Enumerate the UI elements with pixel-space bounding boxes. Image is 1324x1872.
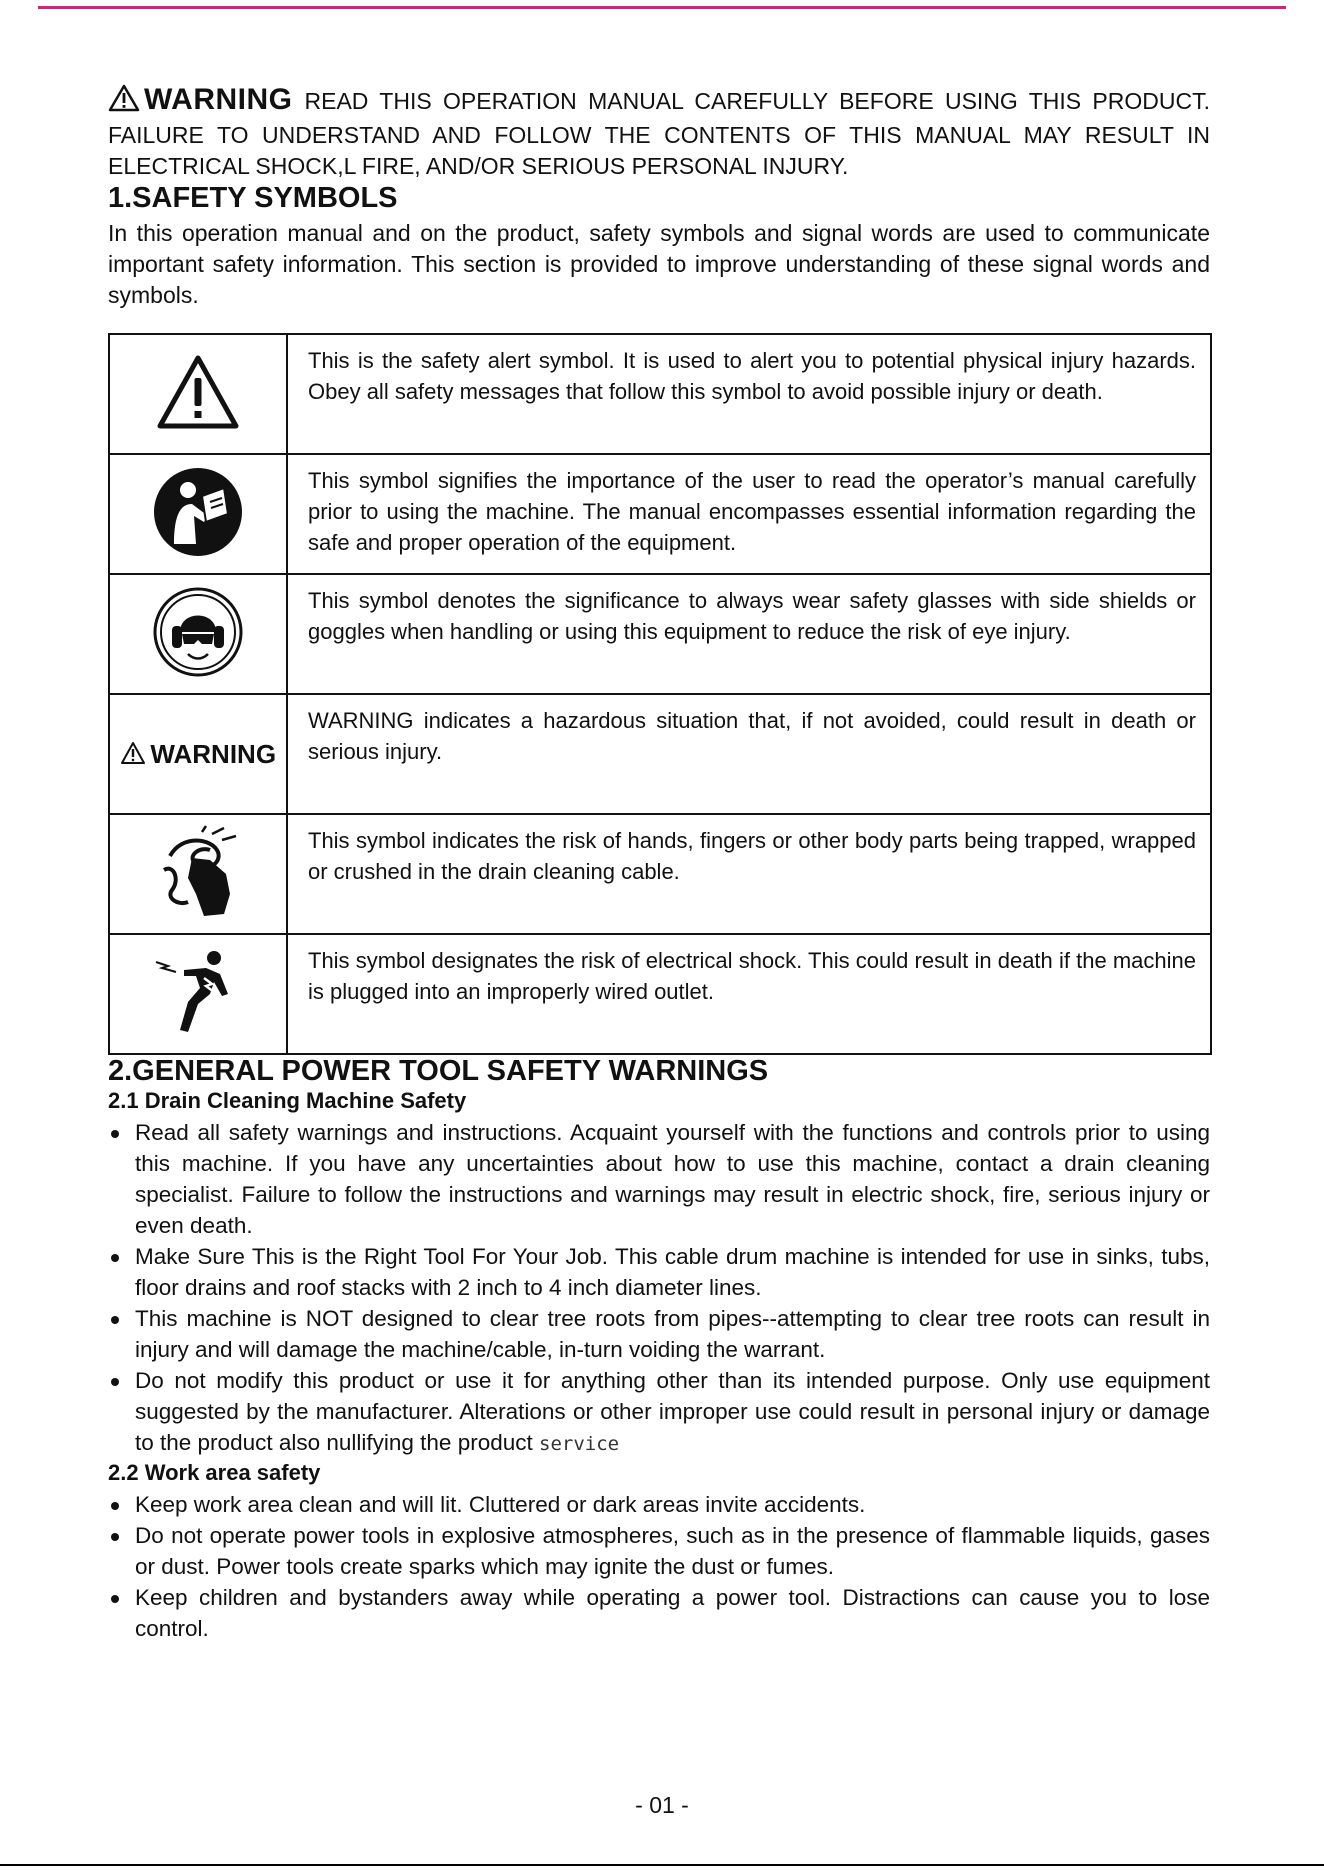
table-row <box>109 574 1211 694</box>
list-item-tail: service <box>539 1433 620 1455</box>
list-item: This machine is NOT designed to clear tree roots from pipes--attempting to clear tree roots can result in injury and will damage the machine/cable, in-turn voiding the warrant. <box>108 1303 1210 1365</box>
list-item: Do not operate power tools in explosive atmospheres, such as in the presence of flammable liquids, gases or dust. Power tools create sparks which may ignite the dust or fumes. <box>108 1520 1210 1582</box>
bottom-rule <box>0 1864 1324 1866</box>
list-item: Read all safety warnings and instructions. Acquaint yourself with the functions and controls prior to using this machine. If you have any uncertainties about how to use this machine, contact a drain cleaning specialist. Failure to follow the instructions and warnings may result in electric shock, fire, serious injury or even death. <box>108 1117 1210 1241</box>
table-row <box>109 454 1211 574</box>
list-item: Keep work area clean and will lit. Cluttered or dark areas invite accidents. <box>108 1489 1210 1520</box>
symbol-description: This symbol indicates the risk of hands, fingers or other body parts being trapped, wrapped or crushed in the drain cleaning cable. <box>287 814 1211 934</box>
section1-title: 1.SAFETY SYMBOLS <box>108 182 398 214</box>
symbol-cell <box>109 694 287 814</box>
read-manual-icon <box>152 545 244 562</box>
subsection-2-2-title: 2.2 Work area safety <box>108 1460 321 1485</box>
symbol-cell <box>109 934 287 1054</box>
hand-entanglement-icon <box>152 907 244 924</box>
page-content <box>108 84 1210 1644</box>
work-area-safety-list <box>108 1489 1210 1644</box>
section2-title: 2.GENERAL POWER TOOL SAFETY WARNINGS <box>108 1055 769 1087</box>
drain-cleaning-safety-list <box>108 1117 1210 1460</box>
section1-paragraph: In this operation manual and on the product, safety symbols and signal words are used to communicate important safety information. This section is provided to improve understanding of these signal words and symbols. <box>108 220 1210 308</box>
symbol-description: This symbol designates the risk of electrical shock. This could result in death if the machine is plugged into an improperly wired outlet. <box>287 934 1211 1054</box>
symbol-description: This symbol signifies the importance of the user to read the operator’s manual carefully prior to using the machine. The manual encompasses essential information regarding the safe and proper operation of the equipment. <box>287 454 1211 574</box>
table-row <box>109 934 1211 1054</box>
symbol-cell <box>109 454 287 574</box>
list-item: Keep children and bystanders away while operating a power tool. Distractions can cause you to lose control. <box>108 1582 1210 1644</box>
list-item <box>108 1365 1210 1460</box>
electric-shock-icon <box>148 1027 248 1044</box>
intro-warning-text: READ THIS OPERATION MANUAL CAREFULLY BEFORE USING THIS PRODUCT. FAILURE TO UNDERSTAND AND FOLLOW THE CONTENTS OF THIS MANUAL MAY RESULT IN ELECTRICAL SHOCK,L FIRE, AND/OR SERIOUS PERSONAL INJURY. <box>108 88 1210 179</box>
symbol-cell <box>109 334 287 454</box>
table-row <box>109 694 1211 814</box>
intro-warning <box>108 84 1210 182</box>
page-number: - 01 - <box>635 1792 689 1818</box>
table-row <box>109 334 1211 454</box>
table-row <box>109 814 1211 934</box>
intro-warning-word: WARNING <box>144 83 293 116</box>
safety-glasses-icon <box>152 665 244 682</box>
symbol-cell <box>109 814 287 934</box>
warning-label: WARNING <box>150 738 277 769</box>
symbol-description: WARNING indicates a hazardous situation that, if not avoided, could result in death or serious injury. <box>287 694 1211 814</box>
warning-triangle-icon <box>108 84 140 120</box>
list-item-text: Do not modify this product or use it for anything other than its intended purpose. Only use equipment suggested by the manufacturer. Alterations or other improper use could result in personal injury or damage to the product also nullifying the product <box>135 1368 1210 1455</box>
top-rule <box>38 6 1286 9</box>
symbol-description: This symbol denotes the significance to always wear safety glasses with side shields or goggles when handling or using this equipment to reduce the risk of eye injury. <box>287 574 1211 694</box>
list-item: Make Sure This is the Right Tool For Your Job. This cable drum machine is intended for use in sinks, tubs, floor drains and roof stacks with 2 inch to 4 inch diameter lines. <box>108 1241 1210 1303</box>
symbol-cell <box>109 574 287 694</box>
subsection-2-1-title: 2.1 Drain Cleaning Machine Safety <box>108 1088 467 1113</box>
safety-symbols-table <box>108 333 1212 1055</box>
symbol-description: This is the safety alert symbol. It is used to alert you to potential physical injury hazards. Obey all safety messages that follow this symbol to avoid possible injury or death. <box>287 334 1211 454</box>
warning-signal-icon <box>120 750 150 767</box>
safety-alert-triangle-icon <box>156 417 240 434</box>
